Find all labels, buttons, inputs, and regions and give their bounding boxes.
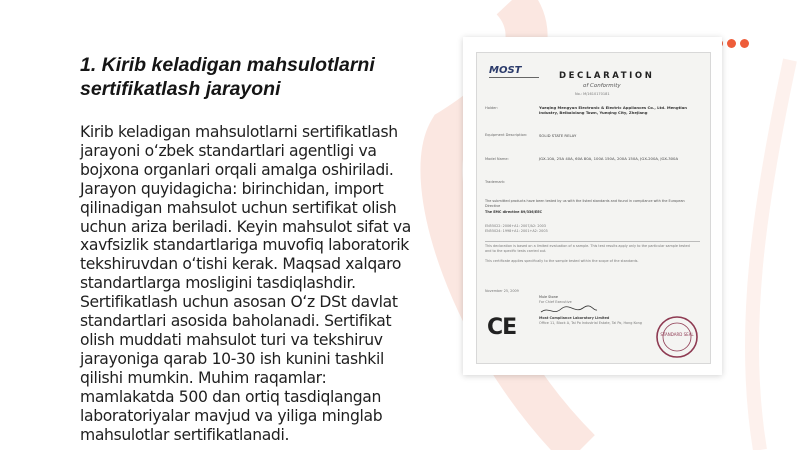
trademark-label: Trademark: [485, 180, 506, 184]
certificate-heading: DECLARATION [559, 71, 655, 81]
certificate-document [476, 52, 711, 364]
holder-value: Yueqing Mengyan Electronic & Electric Appliances Co., Ltd. Mengtian Industry, Beibaixiang Town, Yueqing City, Zhejiang [539, 105, 687, 115]
model-value: JGX-10A, 25A 40A, 60A 80A, 100A 150A, 200A 150A, JGX-200A, JGX-300A [539, 156, 679, 161]
divider [485, 241, 700, 242]
signature-icon [539, 304, 599, 316]
standards-line-2: EN55024: 1998+A1: 2001+A2: 2003 [485, 229, 548, 233]
certificate-logo: MOST [489, 65, 522, 76]
model-label: Model Name: [485, 157, 509, 161]
certificate-number: No.: M/1610170181 [575, 92, 610, 96]
dot-icon [727, 39, 736, 48]
ce-mark: CE [487, 315, 517, 340]
dot-icon [740, 39, 749, 48]
slide-body-text: Kirib keladigan mahsulotlarni sertifikatlash jarayoni oʻzbek standartlari agentligi va bojxona organlari orqali amalga oshiriladi. Jarayon quyidagicha: birinchidan, import qilinadigan mahsulot uchun sertifikat olish uchun ariza beriladi. Keyin mahsulot sifat va xavfsizlik standartlariga muvofiq laboratorik tekshiruvdan oʻtishi kerak. Maqsad xalqaro standartlarga mosligini tasdiqlashdir. Sertifikatlash uchun asosan Oʻz DSt davlat standartlari asosida baholanadi. Sertifikat olish muddati mahsulot turi va tekshiruv jarayoniga qarab 10-30 ish kunini tashkil qilishi mumkin. Muhim raqamlar: mamlakatda 500 dan ortiq tasdiqlangan laboratoriyalar mavjud va yiliga minglab mahsulotlar sertifikatlanadi. [80, 123, 411, 444]
stamp-seal-icon [655, 315, 699, 359]
certificate-image [463, 37, 722, 375]
signer-title: For Chief Executive [539, 300, 572, 304]
certificate-date: November 25, 2009 [485, 289, 519, 293]
holder-label: Holder: [485, 106, 499, 110]
lab-name: Most Compliance Laboratory Limited [539, 316, 610, 320]
equipment-value: SOLID STATE RELAY [539, 133, 577, 138]
certificate-subheading: of Conformity [583, 83, 621, 89]
signer-name: Mule Stone [539, 295, 558, 299]
compliance-statement: The submitted products have been tested by us with the listed standards and found in compliance with the European Directive [485, 199, 685, 208]
directive-text: The EMC directive 89/336/EEC [485, 210, 543, 214]
slide-title: 1. Kirib keladigan mahsulotlarni sertifikatlash jarayoni [80, 54, 375, 100]
equipment-label: Equipment Description: [485, 133, 528, 137]
logo-underline [489, 77, 539, 78]
fine-print-1: This declaration is based on a limited evaluation of a sample. This test results apply only to the particular sample tested and to the specific tests carried out. [485, 244, 690, 253]
standards-line-1: EN55022: 2006+A1: 2007/A2: 2003 [485, 224, 546, 228]
fine-print-2: This certificate applies specifically to the sample tested within the scope of the standards. [485, 259, 639, 263]
lab-address: Office 11, Block A, Tai Po Industrial Estate, Tai Po, Hong Kong [539, 321, 642, 325]
stamp-text: STANDARD SEAL [660, 332, 694, 337]
